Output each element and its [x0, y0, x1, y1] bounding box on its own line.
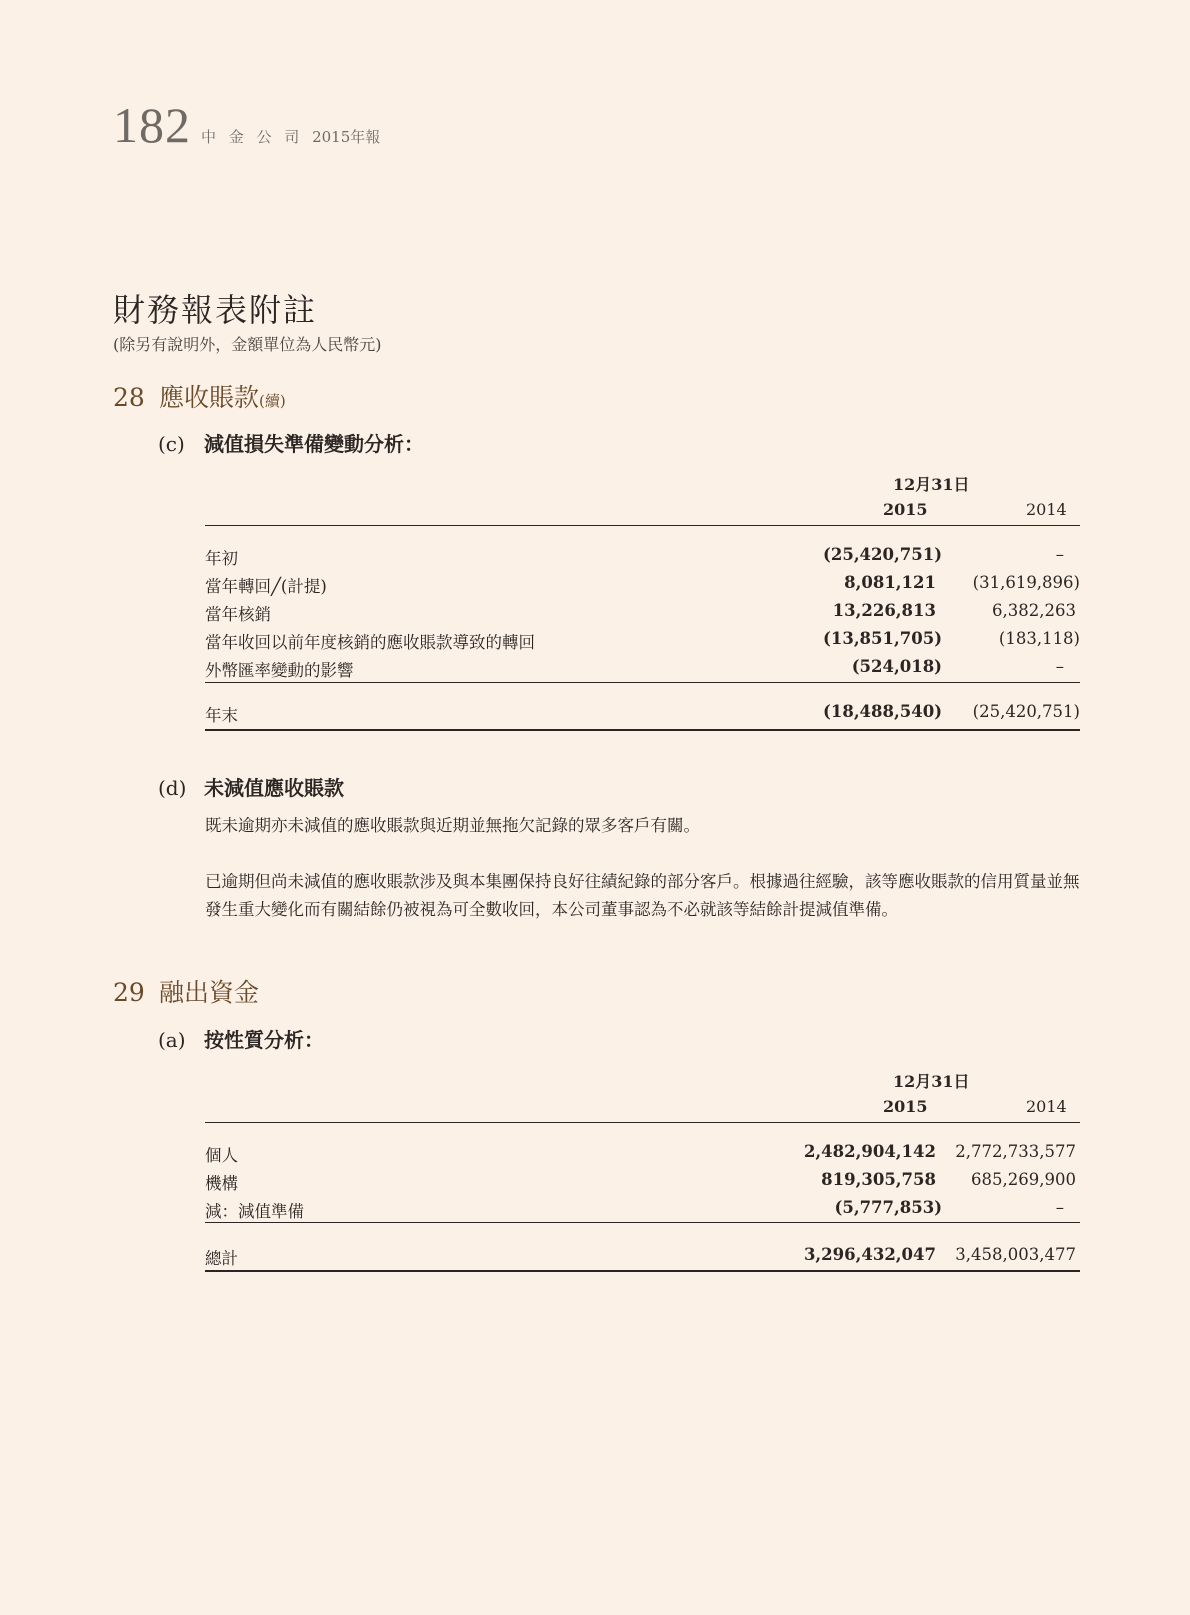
- row-label: 年末: [205, 706, 238, 725]
- table-row: [205, 573, 1080, 597]
- value-2015: 3,296,432,047: [803, 1245, 936, 1264]
- row-label: 年初: [205, 549, 238, 568]
- note-28c-heading: (c) 減值損失準備變動分析：: [158, 432, 424, 456]
- table-row: [205, 545, 1080, 569]
- value-2014: 2,772,733,577: [955, 1142, 1076, 1161]
- table-rule: [205, 1222, 1080, 1223]
- value-2015: 2,482,904,142: [803, 1142, 936, 1161]
- table-row: [205, 601, 1080, 625]
- note-28d-paragraph-2: 已逾期但尚未減值的應收賬款涉及與本集團保持良好往績紀錄的部分客戶。根據過往經驗，該等應收賬款的信用質量並無發生重大變化而有關結餘仍被視為可全數收回，本公司董事認為不必就該等結餘計提減值準備。: [205, 872, 1080, 919]
- row-label: 當年轉回╱(計提): [205, 577, 327, 596]
- value-2015: (13,851,705): [823, 629, 942, 648]
- value-2014: 685,269,900: [971, 1170, 1076, 1189]
- table-rule: [205, 1270, 1080, 1272]
- value-2015: (18,488,540): [823, 702, 942, 721]
- value-2015: 8,081,121: [844, 573, 936, 592]
- table-row: [205, 1142, 1080, 1166]
- report-title: 中 金 公 司 2015年報: [201, 128, 381, 146]
- note-29a-heading: (a) 按性質分析：: [158, 1028, 324, 1052]
- value-2014: –: [1055, 1198, 1064, 1217]
- table-row: [205, 1170, 1080, 1194]
- page-number: 182: [113, 97, 191, 153]
- date-column-header: 12月31日: [893, 1072, 970, 1091]
- value-2014: (31,619,896): [972, 573, 1080, 592]
- table-row: [205, 1198, 1080, 1222]
- page-subtitle: (除另有說明外，金額單位為人民幣元): [113, 335, 382, 354]
- table-rule: [205, 1122, 1080, 1123]
- page-title: 財務報表附註: [113, 291, 318, 329]
- year-2014-header: 2014: [1026, 500, 1067, 519]
- total-row: [205, 1245, 1080, 1269]
- value-2015: (5,777,853): [834, 1198, 942, 1217]
- table-row: [205, 629, 1080, 653]
- table-rule: [205, 682, 1080, 683]
- table-row: [205, 657, 1080, 681]
- value-2014: –: [1055, 545, 1064, 564]
- value-2014: (25,420,751): [972, 702, 1080, 721]
- value-2015: (25,420,751): [823, 545, 942, 564]
- row-label: 減：減值準備: [205, 1202, 304, 1221]
- row-label: 機構: [205, 1174, 238, 1193]
- year-2014-header: 2014: [1026, 1097, 1067, 1116]
- value-2015: 13,226,813: [832, 601, 936, 620]
- row-label: 當年收回以前年度核銷的應收賬款導致的轉回: [205, 633, 535, 652]
- note-28-heading: 28 應收賬款(續): [113, 383, 286, 412]
- table-rule: [205, 525, 1080, 526]
- note-28d-paragraph-1: 既未逾期亦未減值的應收賬款與近期並無拖欠記錄的眾多客戶有關。: [205, 816, 700, 835]
- row-label: 個人: [205, 1146, 238, 1165]
- value-2014: 6,382,263: [992, 601, 1076, 620]
- year-2015-header: 2015: [883, 1097, 928, 1116]
- value-2014: –: [1055, 657, 1064, 676]
- value-2014: (183,118): [998, 629, 1080, 648]
- value-2015: 819,305,758: [821, 1170, 936, 1189]
- year-2015-header: 2015: [883, 500, 928, 519]
- row-label: 當年核銷: [205, 605, 271, 624]
- date-column-header: 12月31日: [893, 475, 970, 494]
- value-2015: (524,018): [851, 657, 942, 676]
- table-rule: [205, 729, 1080, 731]
- note-29-heading: 29 融出資金: [113, 978, 260, 1007]
- note-28d-heading: (d) 未減值應收賬款: [158, 776, 344, 800]
- value-2014: 3,458,003,477: [955, 1245, 1076, 1264]
- total-row: [205, 702, 1080, 726]
- row-label: 總計: [205, 1249, 238, 1268]
- row-label: 外幣匯率變動的影響: [205, 661, 354, 680]
- page-header: [113, 96, 380, 154]
